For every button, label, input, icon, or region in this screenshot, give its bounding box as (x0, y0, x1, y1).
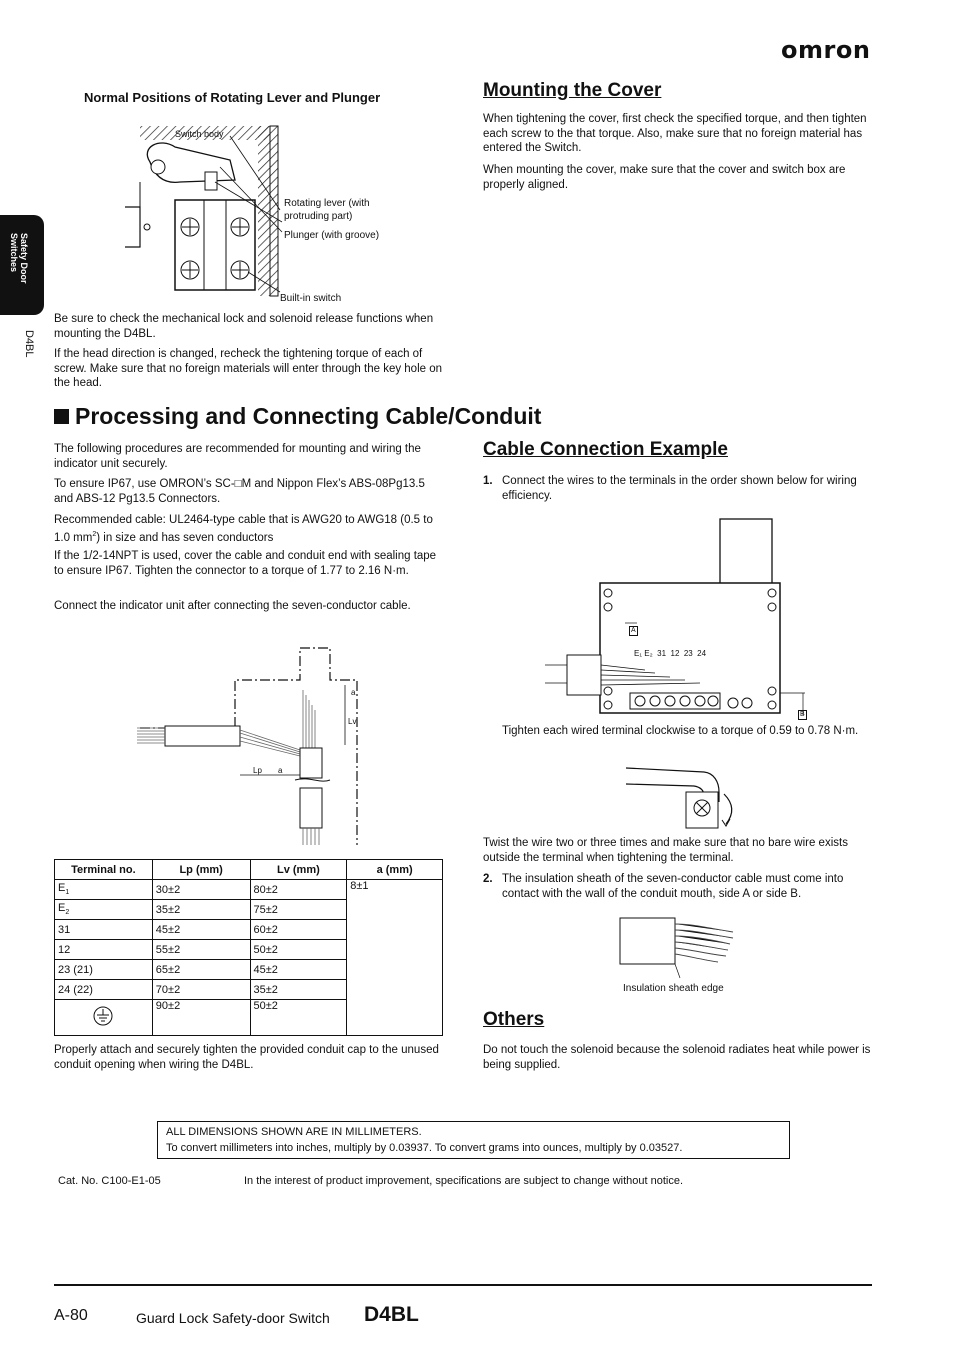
page-number: A-80 (54, 1307, 88, 1324)
disclaimer: In the interest of product improvement, specifications are subject to change without notice. (244, 1175, 684, 1187)
lv-cell: 35±2 (250, 980, 347, 1000)
lp-cell: 35±2 (152, 900, 250, 920)
others-text: Do not touch the solenoid because the solenoid radiates heat while power is being supplied. (483, 1044, 871, 1071)
terminal-cell: 12 (55, 940, 153, 960)
section-tab[interactable] (0, 215, 44, 315)
catalog-number: Cat. No. C100-E1-05 (58, 1175, 161, 1187)
lv-cell: 45±2 (250, 960, 347, 980)
cable-dimension-diagram (135, 640, 365, 850)
lv-cell: 80±2 (250, 880, 347, 900)
lp-cell: 70±2 (152, 980, 250, 1000)
lp-cell: 90±2 (152, 1000, 250, 1036)
terminal-cell: $E_1$ (55, 880, 153, 900)
step2-text: The insulation sheath of the seven-conductor cable must come into contact with the wall of the conduit mouth, side A or side B. (502, 873, 844, 900)
section-tab-label: Safety Door Switches (9, 233, 29, 284)
lp-cell: 65±2 (152, 960, 250, 980)
step1-number: 1. (483, 475, 493, 487)
lv-cell: 50±2 (250, 1000, 347, 1036)
terminal-cell: 24 (22) (55, 980, 153, 1000)
terminal-cell: 31 (55, 920, 153, 940)
terminal-torque-note: Tighten each wired terminal clockwise to a torque of 0.59 to 0.78 N·m. (502, 725, 859, 737)
dim-label-a-vertical: a (351, 688, 356, 697)
processing-para3 (54, 513, 444, 545)
square-bullet-icon (54, 409, 69, 424)
table-row (55, 880, 443, 900)
terminal-cell (55, 1000, 153, 1036)
section-heading-text: Processing and Connecting Cable/Conduit (75, 403, 542, 429)
footer-rule (54, 1284, 872, 1286)
insulation-sheath-diagram (618, 910, 738, 982)
section-heading (54, 403, 541, 430)
mechanical-lock-note: Be sure to check the mechanical lock and solenoid release functions when mounting the D4BL. (54, 313, 434, 340)
terminal-wiring-diagram (545, 515, 820, 725)
cable-spec-text: Recommended cable: UL2464-type cable that is AWG20 to AWG18 (0.5 to 1.0 mm (54, 514, 433, 544)
terminal-cell: 23 (21) (55, 960, 153, 980)
head-direction-note: If the head direction is changed, recheck the tightening torque of each of screw. Make sure that no foreign materials will enter through the key hole on the head. (54, 348, 443, 389)
omron-logo: omron (781, 36, 871, 64)
header-terminal: Terminal no. (55, 860, 153, 880)
label-switch-body: Switch body (175, 129, 224, 139)
side-a-label: A (631, 627, 636, 634)
step1-text: Connect the wires to the terminals in the order shown below for wiring efficiency. (502, 475, 857, 502)
header-lp: Lp (mm) (152, 860, 250, 880)
label-rotating-lever: Rotating lever (with protruding part) (284, 198, 370, 222)
label-plunger: Plunger (with groove) (284, 230, 380, 241)
header-a: a (mm) (347, 860, 443, 880)
lp-cell: 45±2 (152, 920, 250, 940)
a-cell: 8±1 (347, 880, 443, 1036)
processing-para1: The following procedures are recommended for mounting and wiring the indicator unit securely. (54, 443, 421, 470)
footer-title: Guard Lock Safety-door Switch (136, 1310, 330, 1326)
note-line-2: To convert millimeters into inches, multiply by 0.03937. To convert grams into ounces, multiply by 0.03527. (166, 1142, 683, 1154)
lv-cell: 60±2 (250, 920, 347, 940)
processing-para2: To ensure IP67, use OMRON’s SC-□M and Nippon Flex’s ABS-08Pg13.5 and ABS-12 Pg13.5 Connectors. (54, 478, 425, 505)
lp-cell: 55±2 (152, 940, 250, 960)
cable-example-heading: Cable Connection Example (483, 439, 728, 460)
dimension-note-box (157, 1121, 790, 1159)
dim-label-a-horizontal: a (278, 766, 283, 775)
note-line-1: ALL DIMENSIONS SHOWN ARE IN MILLIMETERS. (166, 1126, 422, 1138)
processing-para5: Connect the indicator unit after connecting the seven-conductor cable. (54, 600, 411, 612)
lv-cell: 50±2 (250, 940, 347, 960)
mounting-cover-para1: When tightening the cover, first check the specified torque, and then tighten each screw to the that torque. Also, make sure that no foreign material has entered the Switch. (483, 113, 867, 154)
cable-spec-sup: 2 (92, 530, 97, 538)
lp-cell: 30±2 (152, 880, 250, 900)
processing-para4: If the 1/2-14NPT is used, cover the cable and conduit end with sealing tape to ensure IP67. Tighten the connector to a torque of 1.77 to 2.16 N·m. (54, 550, 437, 577)
dim-label-lp: Lp (253, 766, 262, 775)
terminal-number-labels: E₁ E₂ 31 12 23 24 (634, 649, 707, 658)
product-code-tab: D4BL (23, 330, 35, 358)
step2-number: 2. (483, 873, 493, 885)
terminal-dimension-table (54, 859, 443, 1036)
wire-twist-diagram (624, 762, 744, 834)
conduit-cap-note: Properly attach and securely tighten the provided conduit cap to the unused conduit opening when wiring the D4BL. (54, 1044, 439, 1071)
terminal-cell: $E_2$ (55, 900, 153, 920)
dim-label-lv: Lv (348, 717, 357, 726)
figure-title: Normal Positions of Rotating Lever and Plunger (84, 90, 381, 105)
table-header-row (55, 860, 443, 880)
header-lv: Lv (mm) (250, 860, 347, 880)
others-heading: Others (483, 1009, 545, 1030)
footer-model: D4BL (364, 1303, 419, 1326)
insulation-sheath-label: Insulation sheath edge (623, 983, 724, 994)
ground-symbol-icon (92, 1005, 114, 1027)
twist-wire-note: Twist the wire two or three times and make sure that no bare wire exists outside the terminal when tightening the terminal. (483, 837, 848, 864)
label-builtin-switch: Built-in switch (280, 293, 342, 304)
mounting-cover-para2: When mounting the cover, make sure that the cover and switch box are properly aligned. (483, 164, 846, 191)
side-b-label: B (800, 711, 805, 718)
lv-cell: 75±2 (250, 900, 347, 920)
cable-spec-text-end: ) in size and has seven conductors (96, 531, 274, 544)
mounting-cover-heading: Mounting the Cover (483, 80, 662, 101)
